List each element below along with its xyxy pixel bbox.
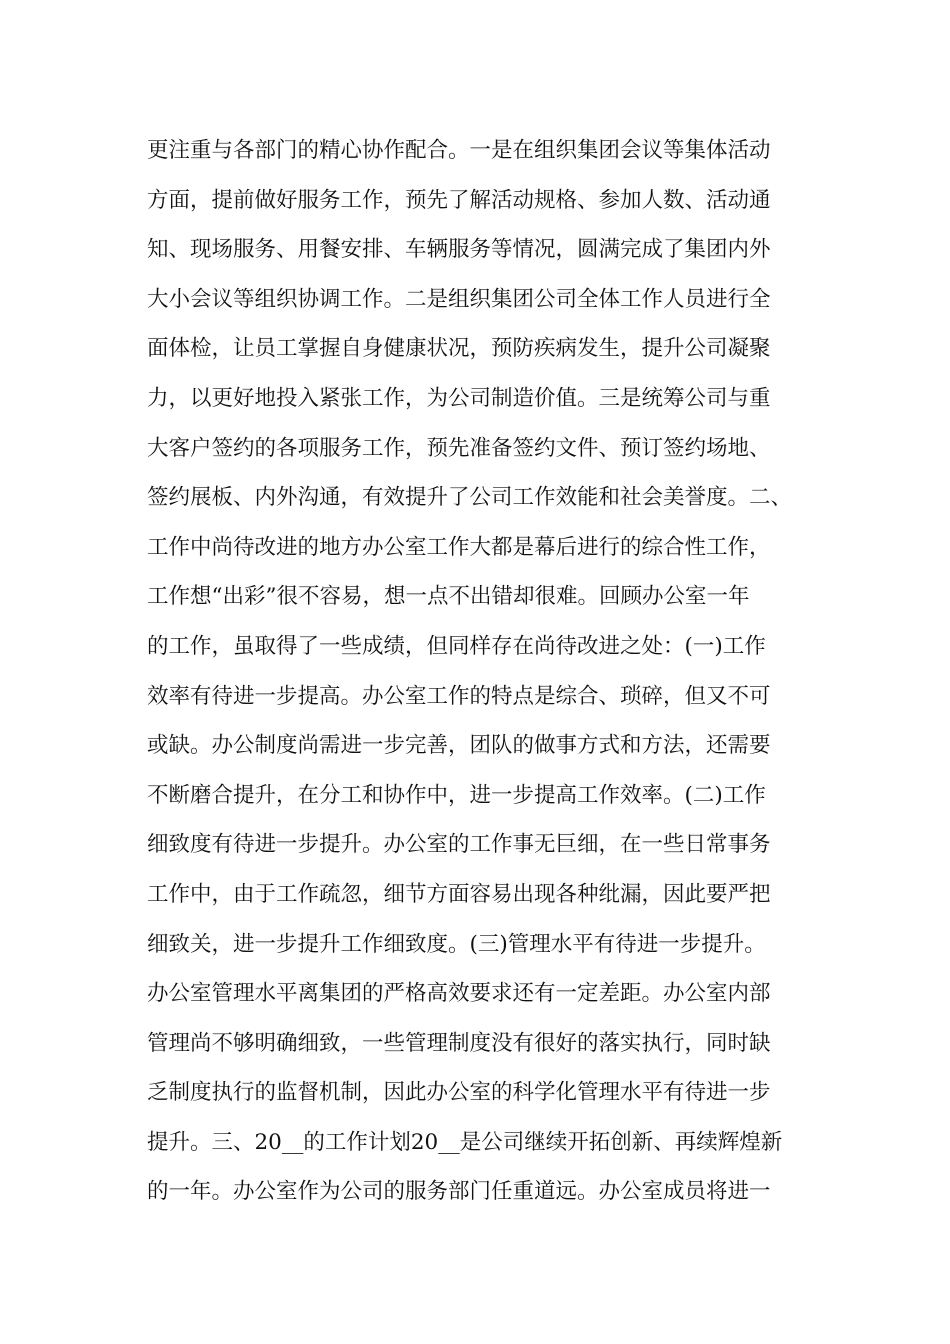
text-line: 细致关，进一步提升工作细致度。(三)管理水平有待进一步提升。: [147, 931, 766, 957]
text-line: 不断磨合提升，在分工和协作中，进一步提高工作效率。(二)工作: [147, 782, 766, 808]
text-line: 方面，提前做好服务工作，预先了解活动规格、参加人数、活动通: [147, 187, 771, 213]
text-line: 知、现场服务、用餐安排、车辆服务等情况，圆满完成了集团内外: [147, 237, 771, 263]
text-line: 面体检，让员工掌握自身健康状况，预防疾病发生，提升公司凝聚: [147, 336, 771, 362]
text-line: 签约展板、内外沟通，有效提升了公司工作效能和社会美誉度。二、: [147, 485, 793, 511]
text-line: 管理尚不够明确细致，一些管理制度没有很好的落实执行，同时缺: [147, 1030, 771, 1056]
text-line: 工作中尚待改进的地方办公室工作大都是幕后进行的综合性工作，: [147, 534, 771, 560]
text-line: 工作中，由于工作疏忽，细节方面容易出现各种纰漏，因此要严把: [147, 881, 771, 907]
text-line: 效率有待进一步提高。办公室工作的特点是综合、琐碎，但又不可: [147, 683, 771, 709]
text-line: 办公室管理水平离集团的严格高效要求还有一定差距。办公室内部: [147, 981, 771, 1007]
text-line: 工作想“出彩”很不容易，想一点不出错却很难。回顾办公室一年: [147, 584, 750, 610]
text-line: 大客户签约的各项服务工作，预先准备签约文件、预订签约场地、: [147, 435, 771, 461]
text-line: 细致度有待进一步提升。办公室的工作事无巨细，在一些日常事务: [147, 832, 771, 858]
text-line: 或缺。办公制度尚需进一步完善，团队的做事方式和方法，还需要: [147, 733, 771, 759]
text-line: 提升。三、20__的工作计划20__是公司继续开拓创新、再续辉煌新: [147, 1129, 783, 1155]
text-line: 大小会议等组织协调工作。二是组织集团公司全体工作人员进行全: [147, 286, 771, 312]
text-line: 的工作，虽取得了一些成绩，但同样存在尚待改进之处：(一)工作: [147, 633, 766, 659]
text-line: 更注重与各部门的精心协作配合。一是在组织集团会议等集体活动: [147, 138, 771, 163]
text-line: 的一年。办公室作为公司的服务部门任重道远。办公室成员将进一: [147, 1179, 771, 1205]
text-line: 力，以更好地投入紧张工作，为公司制造价值。三是统筹公司与重: [147, 385, 771, 411]
text-line: 乏制度执行的监督机制，因此办公室的科学化管理水平有待进一步: [147, 1080, 771, 1106]
body-paragraph: [147, 126, 847, 1217]
